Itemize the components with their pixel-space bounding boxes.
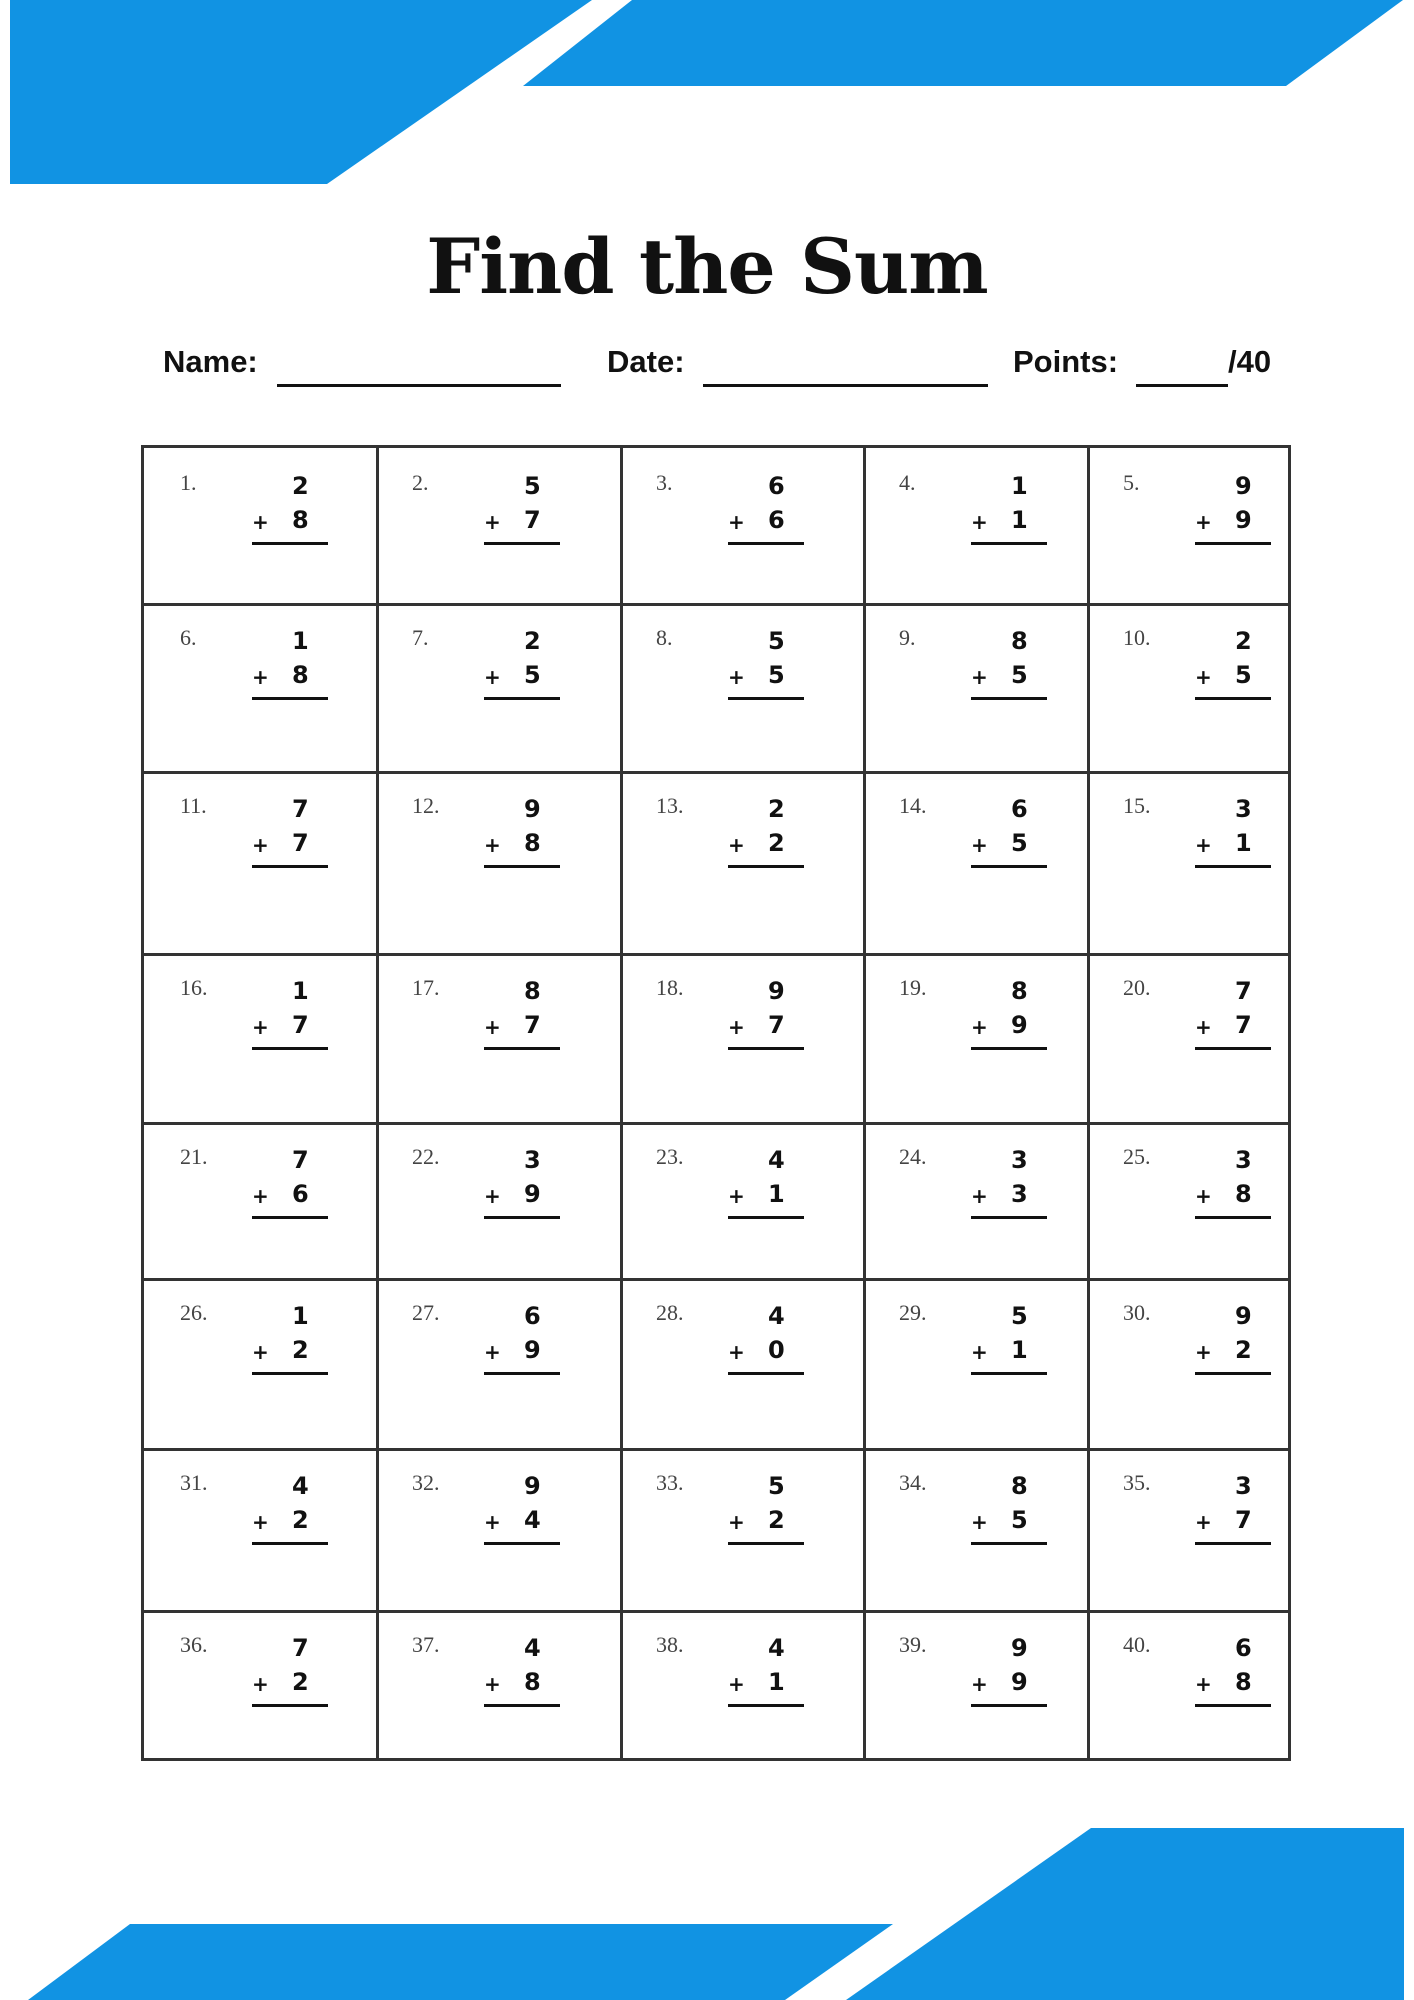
plus-sign: + [728, 665, 745, 689]
addend-bottom: 7 [1235, 1011, 1252, 1039]
problem-number: 1. [180, 470, 197, 495]
answer-line [971, 1704, 1047, 1707]
answer-line [971, 1542, 1047, 1545]
problem-cell[interactable] [1087, 1122, 1294, 1278]
answer-line [252, 542, 328, 545]
problem-cell[interactable] [1087, 1448, 1294, 1610]
points-label: Points: [1013, 344, 1119, 379]
addend-top: 5 [524, 472, 541, 500]
problem-number: 3. [656, 470, 673, 495]
plus-sign: + [728, 1510, 745, 1534]
answer-line [252, 1372, 328, 1375]
answer-line [252, 1216, 328, 1219]
problem-number: 30. [1123, 1300, 1151, 1325]
addend-bottom: 6 [292, 1180, 309, 1208]
plus-sign: + [971, 1672, 988, 1696]
addend-top: 3 [1011, 1146, 1028, 1174]
addend-top: 4 [292, 1472, 309, 1500]
addend-top: 4 [524, 1634, 541, 1662]
answer-line [252, 1704, 328, 1707]
answer-line [484, 1047, 560, 1050]
plus-sign: + [728, 1015, 745, 1039]
addend-bottom: 7 [292, 829, 309, 857]
problem-number: 12. [412, 793, 440, 818]
addend-top: 1 [292, 977, 309, 1005]
addend-top: 7 [292, 1146, 309, 1174]
answer-line [484, 865, 560, 868]
problem-number: 18. [656, 975, 684, 1000]
addend-bottom: 7 [524, 506, 541, 534]
addend-top: 1 [1011, 472, 1028, 500]
problem-cell[interactable] [1087, 1278, 1294, 1448]
bottom-right-banner [846, 1828, 1404, 2000]
problem-cell[interactable] [144, 771, 376, 953]
addend-bottom: 1 [1011, 506, 1028, 534]
problem-cell[interactable] [620, 771, 863, 953]
plus-sign: + [1195, 1340, 1212, 1364]
answer-line [1195, 1704, 1271, 1707]
problem-number: 9. [899, 625, 916, 650]
answer-line [252, 697, 328, 700]
problem-number: 4. [899, 470, 916, 495]
date-label: Date: [607, 344, 685, 379]
problem-cell[interactable] [376, 1610, 620, 1764]
problem-cell[interactable] [144, 603, 376, 771]
addend-bottom: 1 [768, 1180, 785, 1208]
problem-cell[interactable] [1087, 771, 1294, 953]
problem-cell[interactable] [376, 771, 620, 953]
answer-line [484, 1216, 560, 1219]
answer-line [971, 1372, 1047, 1375]
problem-number: 19. [899, 975, 927, 1000]
addend-bottom: 7 [1235, 1506, 1252, 1534]
answer-line [971, 542, 1047, 545]
addend-bottom: 2 [768, 1506, 785, 1534]
problem-number: 35. [1123, 1470, 1151, 1495]
points-field-line[interactable] [1136, 384, 1228, 387]
addend-top: 2 [768, 795, 785, 823]
addend-bottom: 9 [524, 1336, 541, 1364]
plus-sign: + [484, 1184, 501, 1208]
plus-sign: + [252, 1340, 269, 1364]
problem-number: 20. [1123, 975, 1151, 1000]
addend-top: 1 [292, 627, 309, 655]
problem-number: 17. [412, 975, 440, 1000]
worksheet-title: Find the Sum [426, 222, 988, 311]
addend-top: 9 [1235, 472, 1252, 500]
top-left-banner [10, 0, 592, 184]
problem-number: 14. [899, 793, 927, 818]
addend-top: 3 [1235, 1146, 1252, 1174]
problem-number: 29. [899, 1300, 927, 1325]
answer-line [728, 1704, 804, 1707]
plus-sign: + [1195, 1015, 1212, 1039]
problem-cell[interactable] [376, 1448, 620, 1610]
addend-bottom: 2 [768, 829, 785, 857]
addend-bottom: 5 [768, 661, 785, 689]
addend-bottom: 8 [1235, 1180, 1252, 1208]
addend-bottom: 2 [1235, 1336, 1252, 1364]
addend-top: 9 [768, 977, 785, 1005]
addend-top: 8 [524, 977, 541, 1005]
answer-line [252, 1047, 328, 1050]
plus-sign: + [1195, 665, 1212, 689]
plus-sign: + [252, 833, 269, 857]
problem-cell[interactable] [1087, 603, 1294, 771]
problem-number: 2. [412, 470, 429, 495]
plus-sign: + [252, 1184, 269, 1208]
addend-bottom: 7 [768, 1011, 785, 1039]
addend-bottom: 9 [1011, 1011, 1028, 1039]
addend-bottom: 8 [524, 829, 541, 857]
addend-top: 9 [1011, 1634, 1028, 1662]
addend-top: 6 [1235, 1634, 1252, 1662]
answer-line [971, 1047, 1047, 1050]
addend-top: 5 [1011, 1302, 1028, 1330]
problem-cell[interactable] [863, 953, 1087, 1122]
problem-cell[interactable] [376, 1278, 620, 1448]
problem-cell[interactable] [376, 448, 620, 603]
addend-top: 4 [768, 1302, 785, 1330]
addend-bottom: 8 [292, 661, 309, 689]
problem-cell[interactable] [144, 448, 376, 603]
problem-cell[interactable] [620, 1278, 863, 1448]
problem-number: 36. [180, 1632, 208, 1657]
addend-top: 4 [768, 1634, 785, 1662]
problem-number: 10. [1123, 625, 1151, 650]
problem-cell[interactable] [144, 1610, 376, 1764]
plus-sign: + [971, 1510, 988, 1534]
plus-sign: + [1195, 1510, 1212, 1534]
plus-sign: + [971, 1340, 988, 1364]
plus-sign: + [971, 833, 988, 857]
plus-sign: + [252, 665, 269, 689]
answer-line [728, 865, 804, 868]
answer-line [252, 1542, 328, 1545]
addend-top: 3 [1235, 795, 1252, 823]
answer-line [1195, 697, 1271, 700]
addend-top: 7 [1235, 977, 1252, 1005]
answer-line [1195, 1047, 1271, 1050]
bottom-left-banner [28, 1924, 893, 2000]
name-field-line[interactable] [277, 384, 561, 387]
problem-cell[interactable] [620, 1122, 863, 1278]
addend-bottom: 4 [524, 1506, 541, 1534]
answer-line [1195, 1216, 1271, 1219]
answer-line [1195, 865, 1271, 868]
addend-bottom: 9 [1011, 1668, 1028, 1696]
addend-top: 8 [1011, 1472, 1028, 1500]
plus-sign: + [252, 1510, 269, 1534]
addend-bottom: 7 [524, 1011, 541, 1039]
problem-cell[interactable] [620, 1448, 863, 1610]
addend-bottom: 1 [768, 1668, 785, 1696]
plus-sign: + [728, 1672, 745, 1696]
problem-cell[interactable] [1087, 1610, 1294, 1764]
problem-number: 24. [899, 1144, 927, 1169]
addend-bottom: 9 [524, 1180, 541, 1208]
problem-cell[interactable] [863, 1278, 1087, 1448]
addend-top: 2 [524, 627, 541, 655]
problem-number: 23. [656, 1144, 684, 1169]
problem-cell[interactable] [863, 1122, 1087, 1278]
problem-cell[interactable] [863, 1448, 1087, 1610]
problem-cell[interactable] [376, 1122, 620, 1278]
answer-line [728, 1047, 804, 1050]
problem-number: 32. [412, 1470, 440, 1495]
plus-sign: + [971, 1184, 988, 1208]
problem-cell[interactable] [620, 953, 863, 1122]
problem-cell[interactable] [1087, 448, 1294, 603]
answer-line [484, 697, 560, 700]
problem-number: 21. [180, 1144, 208, 1169]
addend-top: 6 [1011, 795, 1028, 823]
plus-sign: + [971, 510, 988, 534]
plus-sign: + [1195, 1184, 1212, 1208]
problem-number: 13. [656, 793, 684, 818]
addend-bottom: 8 [1235, 1668, 1252, 1696]
addend-top: 5 [768, 1472, 785, 1500]
addend-top: 3 [1235, 1472, 1252, 1500]
answer-line [1195, 1372, 1271, 1375]
problem-number: 16. [180, 975, 208, 1000]
plus-sign: + [971, 1015, 988, 1039]
answer-line [971, 697, 1047, 700]
answer-line [252, 865, 328, 868]
answer-line [728, 1372, 804, 1375]
problem-cell[interactable] [863, 1610, 1087, 1764]
addend-bottom: 0 [768, 1336, 785, 1364]
problem-cell[interactable] [144, 1448, 376, 1610]
problem-cell[interactable] [144, 1122, 376, 1278]
plus-sign: + [1195, 833, 1212, 857]
answer-line [484, 1704, 560, 1707]
problem-cell[interactable] [376, 603, 620, 771]
plus-sign: + [252, 510, 269, 534]
answer-line [484, 1542, 560, 1545]
problem-number: 6. [180, 625, 197, 650]
addend-top: 1 [292, 1302, 309, 1330]
answer-line [1195, 542, 1271, 545]
problem-number: 7. [412, 625, 429, 650]
problem-cell[interactable] [376, 953, 620, 1122]
addend-bottom: 6 [768, 506, 785, 534]
plus-sign: + [484, 510, 501, 534]
problem-number: 8. [656, 625, 673, 650]
problem-cell[interactable] [144, 953, 376, 1122]
problem-number: 22. [412, 1144, 440, 1169]
plus-sign: + [484, 1015, 501, 1039]
points-total: /40 [1228, 344, 1272, 379]
addend-bottom: 7 [292, 1011, 309, 1039]
plus-sign: + [252, 1672, 269, 1696]
name-label: Name: [163, 344, 258, 379]
answer-line [1195, 1542, 1271, 1545]
addend-bottom: 8 [524, 1668, 541, 1696]
plus-sign: + [484, 1510, 501, 1534]
problem-number: 38. [656, 1632, 684, 1657]
top-right-banner [523, 0, 1403, 86]
addend-top: 6 [768, 472, 785, 500]
addend-top: 8 [1011, 627, 1028, 655]
problem-number: 25. [1123, 1144, 1151, 1169]
plus-sign: + [728, 833, 745, 857]
problem-number: 26. [180, 1300, 208, 1325]
plus-sign: + [1195, 1672, 1212, 1696]
addend-top: 8 [1011, 977, 1028, 1005]
problem-number: 31. [180, 1470, 208, 1495]
addend-bottom: 5 [1011, 661, 1028, 689]
answer-line [971, 1216, 1047, 1219]
problem-number: 27. [412, 1300, 440, 1325]
addend-top: 7 [292, 1634, 309, 1662]
problem-cell[interactable] [863, 603, 1087, 771]
problem-number: 28. [656, 1300, 684, 1325]
problem-number: 40. [1123, 1632, 1151, 1657]
problem-number: 15. [1123, 793, 1151, 818]
addend-top: 4 [768, 1146, 785, 1174]
plus-sign: + [484, 1672, 501, 1696]
problem-cell[interactable] [144, 1278, 376, 1448]
answer-line [484, 542, 560, 545]
plus-sign: + [252, 1015, 269, 1039]
problem-number: 5. [1123, 470, 1140, 495]
problem-cell[interactable] [620, 448, 863, 603]
plus-sign: + [484, 833, 501, 857]
addend-top: 7 [292, 795, 309, 823]
addend-bottom: 5 [1011, 829, 1028, 857]
answer-line [728, 542, 804, 545]
plus-sign: + [484, 1340, 501, 1364]
problem-number: 34. [899, 1470, 927, 1495]
problem-cell[interactable] [620, 603, 863, 771]
problem-cell[interactable] [620, 1610, 863, 1764]
addend-bottom: 5 [1235, 661, 1252, 689]
answer-line [971, 865, 1047, 868]
addend-bottom: 1 [1011, 1336, 1028, 1364]
addend-top: 3 [524, 1146, 541, 1174]
addend-bottom: 9 [1235, 506, 1252, 534]
addend-top: 5 [768, 627, 785, 655]
problem-grid [141, 445, 1291, 1761]
answer-line [728, 1216, 804, 1219]
problem-number: 11. [180, 793, 207, 818]
plus-sign: + [728, 510, 745, 534]
plus-sign: + [971, 665, 988, 689]
problem-cell[interactable] [863, 771, 1087, 953]
addend-top: 6 [524, 1302, 541, 1330]
answer-line [728, 697, 804, 700]
addend-bottom: 1 [1235, 829, 1252, 857]
addend-top: 2 [292, 472, 309, 500]
plus-sign: + [728, 1340, 745, 1364]
addend-top: 9 [524, 795, 541, 823]
problem-cell[interactable] [1087, 953, 1294, 1122]
addend-bottom: 8 [292, 506, 309, 534]
problem-number: 37. [412, 1632, 440, 1657]
plus-sign: + [1195, 510, 1212, 534]
date-field-line[interactable] [703, 384, 988, 387]
problem-cell[interactable] [863, 448, 1087, 603]
problem-number: 39. [899, 1632, 927, 1657]
addend-top: 2 [1235, 627, 1252, 655]
addend-bottom: 3 [1011, 1180, 1028, 1208]
addend-bottom: 2 [292, 1506, 309, 1534]
addend-bottom: 2 [292, 1336, 309, 1364]
addend-bottom: 5 [1011, 1506, 1028, 1534]
answer-line [728, 1542, 804, 1545]
plus-sign: + [484, 665, 501, 689]
addend-top: 9 [524, 1472, 541, 1500]
plus-sign: + [728, 1184, 745, 1208]
addend-top: 9 [1235, 1302, 1252, 1330]
answer-line [484, 1372, 560, 1375]
addend-bottom: 5 [524, 661, 541, 689]
problem-number: 33. [656, 1470, 684, 1495]
addend-bottom: 2 [292, 1668, 309, 1696]
